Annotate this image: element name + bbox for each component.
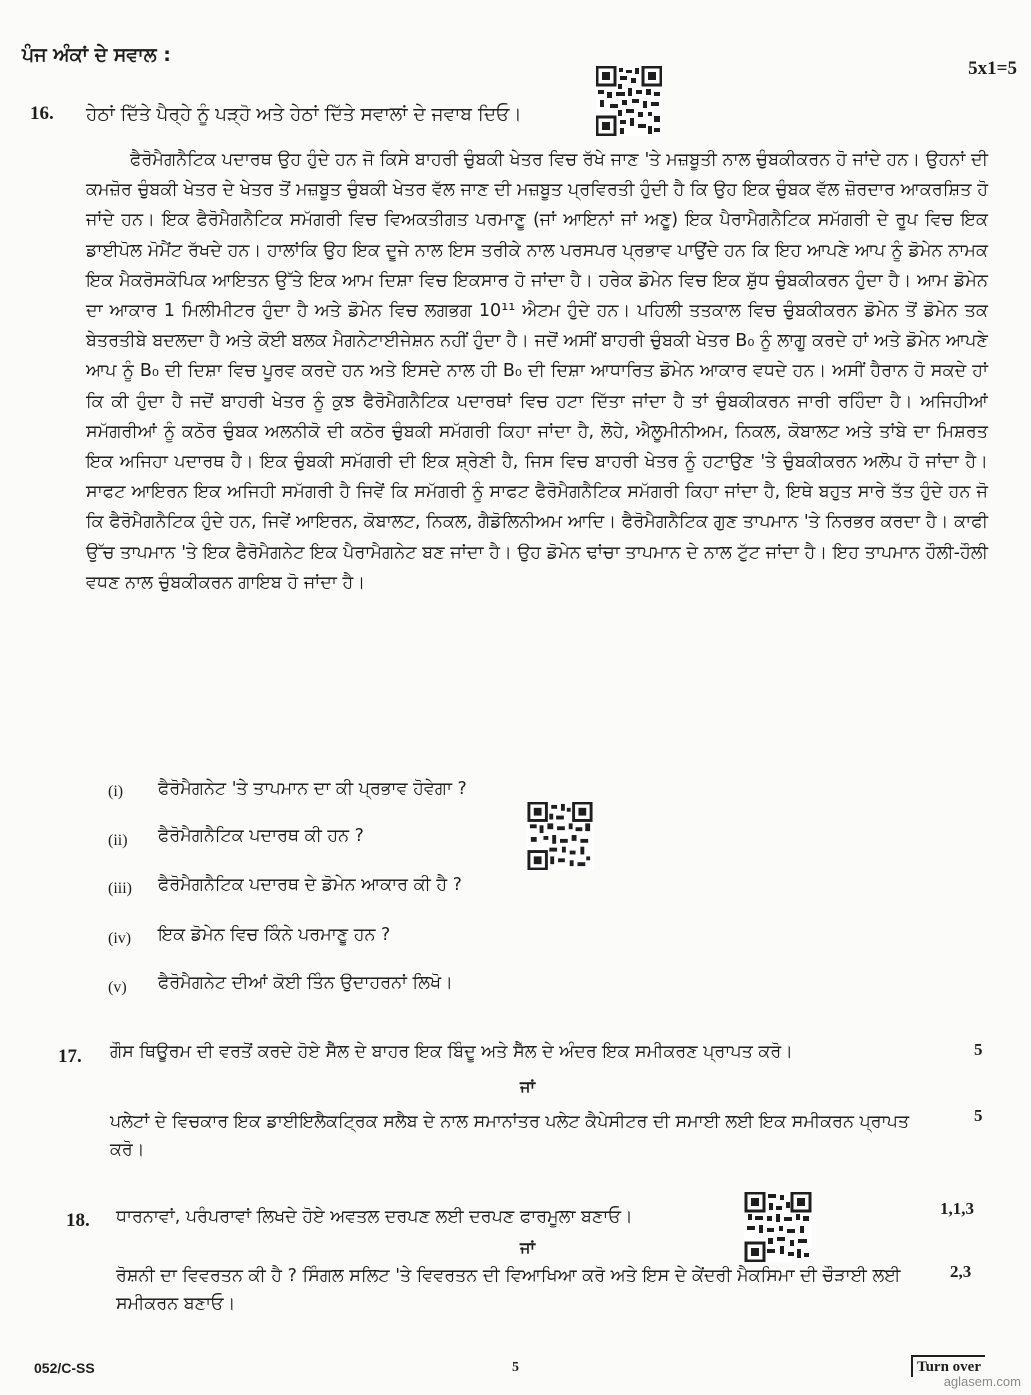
alternative-question-text: ਰੋਸ਼ਨੀ ਦਾ ਵਿਵਰਤਨ ਕੀ ਹੈ ? ਸਿੰਗਲ ਸਲਿਟ 'ਤੇ ਵਿਵਰਤਨ ਦੀ ਵਿਆਖਿਆ ਕਰੋ ਅਤੇ ਇਸ ਦੇ ਕੇਂਦਰੀ ਮੈਕਸਿਮਾ ਦੀ ਚੌੜਾਈ ਲਈ ਸਮੀਕਰਨ ਬਣਾਓ।	[116, 1266, 901, 1314]
or-separator: ਜਾਂ	[520, 1077, 535, 1096]
subquestion-text: ਫੈਰੋਮੈਗਨੈਟਿਕ ਪਦਾਰਥ ਦੇ ਡੋਮੇਨ ਆਕਾਰ ਕੀ ਹੈ ?	[158, 875, 462, 895]
subquestion-text: ਇਕ ਡੋਮੇਨ ਵਿਚ ਕਿੰਨੇ ਪਰਮਾਣੂ ਹਨ ?	[158, 925, 391, 945]
alternative-question-marks: 2,3	[950, 1262, 972, 1281]
subquestion-text: ਫੈਰੋਮੈਗਨੈਟਿਕ ਪਦਾਰਥ ਕੀ ਹਨ ?	[158, 826, 364, 846]
paper-code: 052/C-SS	[34, 1360, 95, 1376]
qr-code-icon	[526, 802, 594, 870]
question-stem: ਹੇਠਾਂ ਦਿੱਤੇ ਪੈਰ੍ਹੇ ਨੂੰ ਪੜ੍ਹੋ ਅਤੇ ਹੇਠਾਂ ਦਿੱਤੇ ਸਵਾਲਾਂ ਦੇ ਜਵਾਬ ਦਿਓ।	[86, 104, 522, 125]
subquestion-text: ਫੈਰੋਮੈਗਨੇਟ ਦੀਆਂ ਕੋਈ ਤਿੰਨ ਉਦਾਹਰਨਾਂ ਲਿਖੋ।	[158, 973, 453, 993]
question-text: ਗੌਸ ਥਿਊਰਮ ਦੀ ਵਰਤੋਂ ਕਰਦੇ ਹੋਏ ਸੈੱਲ ਦੇ ਬਾਹਰ ਇਕ ਬਿੰਦੂ ਅਤੇ ਸੈੱਲ ਦੇ ਅੰਦਰ ਇਕ ਸਮੀਕਰਣ ਪ੍ਰਾਪਤ ਕਰੋ।	[110, 1042, 793, 1062]
subquestion-label: (v)	[108, 979, 127, 996]
question-number: 16.	[30, 103, 54, 124]
subquestion-label: (i)	[108, 783, 124, 800]
question-number: 18.	[66, 1210, 90, 1231]
question-marks: 5	[974, 1040, 983, 1059]
question-marks: 1,1,3	[940, 1199, 974, 1218]
section-marks-total: 5x1=5	[968, 58, 1017, 79]
qr-code-icon	[596, 66, 662, 136]
subquestion-label: (iii)	[108, 880, 132, 897]
alternative-question-text: ਪਲੇਟਾਂ ਦੇ ਵਿਚਕਾਰ ਇਕ ਡਾਈਇਲੈਕਟ੍ਰਿਕ ਸਲੈਬ ਦੇ ਨਾਲ ਸਮਾਨਾਂਤਰ ਪਲੇਟ ਕੈਪੇਸੀਟਰ ਦੀ ਸਮਾਈ ਲਈ ਇਕ ਸਮੀਕਰਨ ਪ੍ਰਾਪਤ ਕਰੋ।	[110, 1112, 910, 1160]
qr-code-icon	[744, 1192, 812, 1262]
or-separator: ਜਾਂ	[520, 1238, 535, 1257]
section-title: ਪੰਜ ਅੰਕਾਂ ਦੇ ਸਵਾਲ :	[22, 44, 171, 66]
subquestion-text: ਫੈਰੋਮੈਗਨੇਟ 'ਤੇ ਤਾਪਮਾਨ ਦਾ ਕੀ ਪ੍ਰਭਾਵ ਹੋਵੇਗਾ ?	[158, 779, 467, 799]
qr-code-graphic	[744, 1192, 812, 1262]
turn-over-label: Turn over	[911, 1355, 985, 1377]
alternative-question-marks: 5	[974, 1106, 983, 1125]
subquestion-label: (iv)	[108, 930, 132, 947]
qr-code-graphic	[526, 802, 594, 870]
subquestion-label: (ii)	[108, 832, 128, 849]
qr-code-graphic	[596, 66, 662, 136]
reading-passage: ਫੈਰੋਮੈਗਨੈਟਿਕ ਪਦਾਰਥ ਉਹ ਹੁੰਦੇ ਹਨ ਜੋ ਕਿਸੇ ਬਾਹਰੀ ਚੁੰਬਕੀ ਖੇਤਰ ਵਿਚ ਰੱਖੇ ਜਾਣ 'ਤੇ ਮਜ਼ਬੂਤੀ ਨਾਲ ਚੁੰਬਕੀਕਰਨ ਹੋ ਜਾਂਦੇ ਹਨ। ਉਹਨਾਂ ਦੀ ਕਮਜ਼ੋਰ ਚੁੰਬਕੀ ਖੇਤਰ ਦੇ ਖੇਤਰ ਤੋਂ ਮਜ਼ਬੂਤ ਚੁੰਬਕੀ ਖੇਤਰ ਵੱਲ ਜਾਣ ਦੀ ਮਜ਼ਬੂਤ ਪ੍ਰਵਿਰਤੀ ਹੁੰਦੀ ਹੈ ਕਿ ਉਹ ਇਕ ਚੁੰਬਕ ਵੱਲ ਜ਼ੋਰਦਾਰ ਆਕਰਸ਼ਿਤ ਹੋ ਜਾਂਦੇ ਹਨ। ਇਕ ਫੈਰੋਮੈਗਨੈਟਿਕ ਸਮੱਗਰੀ ਵਿਚ ਵਿਅਕਤੀਗਤ ਪਰਮਾਣੂ (ਜਾਂ ਆਇਨਾਂ ਜਾਂ ਅਣੂ) ਇਕ ਪੈਰਾਮੈਗਨੈਟਿਕ ਸਮੱਗਰੀ ਦੇ ਰੂਪ ਵਿਚ ਇਕ ਡਾਈਪੋਲ ਮੋਮੈਂਟ ਰੱਖਦੇ ਹਨ। ਹਾਲਾਂਕਿ ਉਹ ਇਕ ਦੂਜੇ ਨਾਲ ਇਸ ਤਰੀਕੇ ਨਾਲ ਪਰਸਪਰ ਪ੍ਰਭਾਵ ਪਾਉਂਦੇ ਹਨ ਕਿ ਇਹ ਆਪਣੇ ਆਪ ਨੂੰ ਡੋਮੇਨ ਨਾਮਕ ਇਕ ਮੈਕਰੋਸਕੋਪਿਕ ਆਇਤਨ ਉੱਤੇ ਇਕ ਆਮ ਦਿਸ਼ਾ ਵਿਚ ਇਕਸਾਰ ਹੋ ਜਾਂਦਾ ਹੈ। ਹਰੇਕ ਡੋਮੇਨ ਵਿਚ ਇਕ ਸ਼ੁੱਧ ਚੁੰਬਕੀਕਰਨ ਹੁੰਦਾ ਹੈ। ਆਮ ਡੋਮੇਨ ਦਾ ਆਕਾਰ 1 ਮਿਲੀਮੀਟਰ ਹੁੰਦਾ ਹੈ ਅਤੇ ਡੋਮੇਨ ਵਿਚ ਲਗਭਗ 10¹¹ ਐਟਮ ਹੁੰਦੇ ਹਨ। ਪਹਿਲੀ ਤਤਕਾਲ ਵਿਚ ਚੁੰਬਕੀਕਰਨ ਡੋਮੇਨ ਤੋਂ ਡੋਮੇਨ ਤਕ ਬੇਤਰਤੀਬੇ ਬਦਲਦਾ ਹੈ ਅਤੇ ਕੋਈ ਬਲਕ ਮੈਗਨੇਟਾਈਜੇਸ਼ਨ ਨਹੀਂ ਹੁੰਦਾ ਹੈ। ਜਦੋਂ ਅਸੀਂ ਬਾਹਰੀ ਚੁੰਬਕੀ ਖੇਤਰ B₀ ਨੂੰ ਲਾਗੂ ਕਰਦੇ ਹਾਂ ਅਤੇ ਡੋਮੇਨ ਆਪਣੇ ਆਪ ਨੂੰ B₀ ਦੀ ਦਿਸ਼ਾ ਵਿਚ ਪੂਰਵ ਕਰਦੇ ਹਨ ਅਤੇ ਇਸਦੇ ਨਾਲ ਹੀ B₀ ਦੀ ਦਿਸ਼ਾ ਆਧਾਰਿਤ ਡੋਮੇਨ ਆਕਾਰ ਵਧਦੇ ਹਨ। ਅਸੀਂ ਹੈਰਾਨ ਹੋ ਸਕਦੇ ਹਾਂ ਕਿ ਕੀ ਹੁੰਦਾ ਹੈ ਜਦੋਂ ਬਾਹਰੀ ਖੇਤਰ ਨੂੰ ਕੁਝ ਫੈਰੋਮੈਗਨੈਟਿਕ ਪਦਾਰਥਾਂ ਵਿਚ ਹਟਾ ਦਿੱਤਾ ਜਾਂਦਾ ਹੈ ਤਾਂ ਚੁੰਬਕੀਕਰਨ ਜਾਰੀ ਰਹਿੰਦਾ ਹੈ। ਅਜਿਹੀਆਂ ਸਮੱਗਰੀਆਂ ਨੂੰ ਕਠੋਰ ਚੁੰਬਕ ਅਲਨੀਕੋ ਦੀ ਕਠੋਰ ਚੁੰਬਕੀ ਸਮੱਗਰੀ ਕਿਹਾ ਜਾਂਦਾ ਹੈ, ਲੋਹੇ, ਐਲੂਮੀਨੀਅਮ, ਨਿਕਲ, ਕੋਬਾਲਟ ਅਤੇ ਤਾਂਬੇ ਦਾ ਮਿਸ਼ਰਤ ਇਕ ਅਜਿਹਾ ਪਦਾਰਥ ਹੈ। ਇਕ ਚੁੰਬਕੀ ਸਮੱਗਰੀ ਦੀ ਇਕ ਸ਼੍ਰੇਣੀ ਹੈ, ਜਿਸ ਵਿਚ ਬਾਹਰੀ ਖੇਤਰ ਨੂੰ ਹਟਾਉਣ 'ਤੇ ਚੁੰਬਕੀਕਰਨ ਅਲੋਪ ਹੋ ਜਾਂਦਾ ਹੈ। ਸਾਫਟ ਆਇਰਨ ਇਕ ਅਜਿਹੀ ਸਮੱਗਰੀ ਹੈ ਜਿਵੇਂ ਕਿ ਸਮੱਗਰੀ ਨੂੰ ਸਾਫਟ ਫੈਰੋਮੈਗਨੈਟਿਕ ਸਮੱਗਰੀ ਕਿਹਾ ਜਾਂਦਾ ਹੈ, ਇਥੇ ਬਹੁਤ ਸਾਰੇ ਤੱਤ ਹੁੰਦੇ ਹਨ ਜੋ ਕਿ ਫੈਰੋਮੈਗਨੈਟਿਕ ਹੁੰਦੇ ਹਨ, ਜਿਵੇਂ ਆਇਰਨ, ਕੋਬਾਲਟ, ਨਿਕਲ, ਗੈਡੋਲਿਨੀਅਮ ਆਦਿ। ਫੈਰੋਮੈਗਨੈਟਿਕ ਗੁਣ ਤਾਪਮਾਨ 'ਤੇ ਨਿਰਭਰ ਕਰਦਾ ਹੈ। ਕਾਫੀ ਉੱਚ ਤਾਪਮਾਨ 'ਤੇ ਇਕ ਫੈਰੋਮੈਗਨੇਟ ਇਕ ਪੈਰਾਮੈਗਨੇਟ ਬਣ ਜਾਂਦਾ ਹੈ। ਉਹ ਡੋਮੇਨ ਢਾਂਚਾ ਤਾਪਮਾਨ ਦੇ ਨਾਲ ਟੁੱਟ ਜਾਂਦਾ ਹੈ। ਇਹ ਤਾਪਮਾਨ ਹੌਲੀ-ਹੌਲੀ ਵਧਣ ਨਾਲ ਚੁੰਬਕੀਕਰਨ ਗਾਇਬ ਹੋ ਜਾਂਦਾ ਹੈ।	[86, 150, 988, 593]
question-number: 17.	[58, 1046, 82, 1067]
watermark: aglasem.com	[943, 1374, 1021, 1389]
question-text: ਧਾਰਨਾਵਾਂ, ਪਰੰਪਰਾਵਾਂ ਲਿਖਦੇ ਹੋਏ ਅਵਤਲ ਦਰਪਣ ਲਈ ਦਰਪਣ ਫਾਰਮੂਲਾ ਬਣਾਓ।	[116, 1207, 633, 1227]
page-number: 5	[512, 1360, 519, 1375]
